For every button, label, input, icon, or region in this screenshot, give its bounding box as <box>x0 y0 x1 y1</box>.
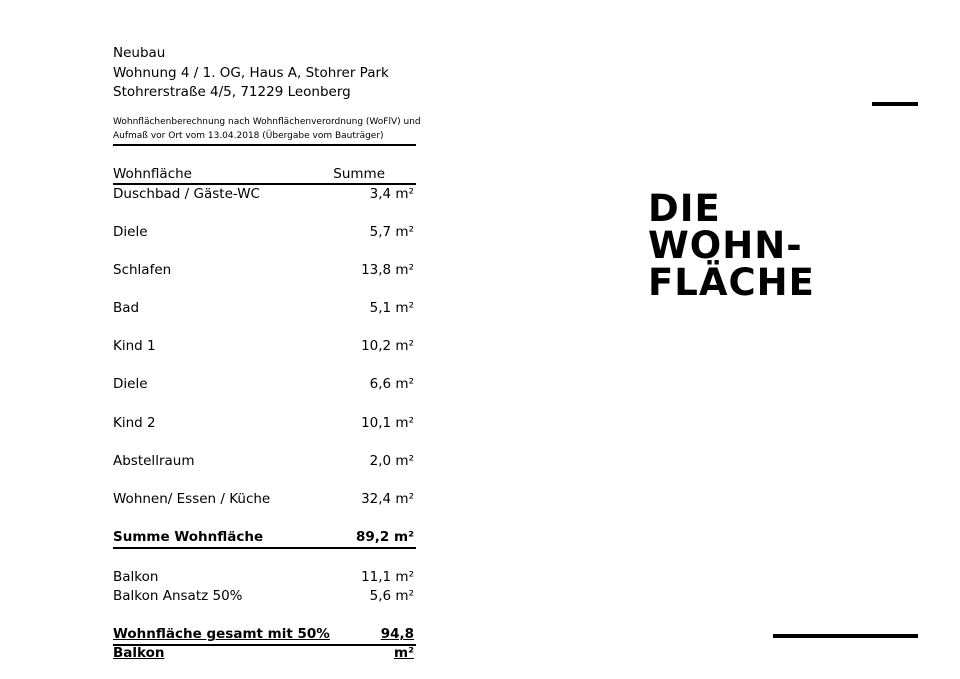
room-area: 6,6 m² <box>369 376 414 393</box>
calculation-note <box>113 115 421 143</box>
room-name: Wohnen/ Essen / Küche <box>113 491 271 507</box>
room-name: Bad <box>113 300 140 317</box>
spacer <box>113 606 416 625</box>
total-value: 89,2 m² <box>356 529 414 546</box>
spacer <box>113 549 416 568</box>
decorative-bar-bottom <box>773 634 918 638</box>
table-row <box>113 490 416 528</box>
grand-total-value: 94,8 m² <box>380 626 414 662</box>
room-name: Schlafen <box>113 261 172 278</box>
room-name: Abstellraum <box>113 452 195 469</box>
table-row <box>113 299 416 337</box>
street-address: Stohrerstraße 4/5, 71229 Leonberg <box>113 84 351 100</box>
balcony-label: Balkon <box>113 569 159 586</box>
column-header-label: Wohnfläche <box>113 165 192 182</box>
total-label: Summe Wohnfläche <box>113 529 264 546</box>
title-line-1: DIE <box>648 187 721 230</box>
room-name: Duschbad / Gäste-WC <box>113 185 260 202</box>
title-line-3: FLÄCHE <box>648 261 815 304</box>
note-divider <box>113 144 416 146</box>
note-line-1: Wohnflächenberechnung nach Wohnflächenverordnung (WoFlV) und <box>113 116 421 127</box>
table-row <box>113 223 416 261</box>
page-title <box>648 187 815 304</box>
table-header <box>113 165 416 185</box>
balcony-share-row <box>113 587 416 606</box>
balcony-share-value: 5,6 m² <box>369 588 414 605</box>
address-block <box>113 44 416 103</box>
room-area: 13,8 m² <box>361 261 414 278</box>
room-area: 2,0 m² <box>369 452 414 469</box>
project-type: Neubau <box>113 45 166 61</box>
title-line-2: WOHN- <box>648 224 803 267</box>
room-name: Diele <box>113 376 148 393</box>
table-row <box>113 337 416 375</box>
table-row <box>113 375 416 413</box>
area-calculation <box>113 44 421 662</box>
decorative-bar-top <box>872 102 918 106</box>
grand-total-label: Wohnfläche gesamt mit 50% Balkon <box>113 626 330 662</box>
room-name: Kind 2 <box>113 414 156 431</box>
room-area: 5,1 m² <box>369 300 414 317</box>
room-list <box>113 185 416 662</box>
table-row <box>113 185 416 223</box>
room-area: 3,4 m² <box>369 185 414 202</box>
room-name: Diele <box>113 223 148 240</box>
room-name: Kind 1 <box>113 338 156 355</box>
column-header-sum: Summe <box>333 165 385 182</box>
balcony-value: 11,1 m² <box>361 569 414 586</box>
total-row <box>113 528 416 549</box>
grand-total-row <box>113 625 416 662</box>
room-area: 10,1 m² <box>361 414 414 431</box>
note-line-2: Aufmaß vor Ort vom 13.04.2018 (Übergabe vom Bauträger) <box>113 130 384 141</box>
apartment-info: Wohnung 4 / 1. OG, Haus A, Stohrer Park <box>113 64 389 81</box>
room-area: 32,4 m² <box>361 491 414 507</box>
balcony-share-label: Balkon Ansatz 50% <box>113 588 243 605</box>
table-row <box>113 261 416 299</box>
room-area: 5,7 m² <box>369 223 414 240</box>
table-row <box>113 452 416 490</box>
table-row <box>113 414 416 452</box>
room-area: 10,2 m² <box>361 338 414 355</box>
balcony-row <box>113 568 416 587</box>
